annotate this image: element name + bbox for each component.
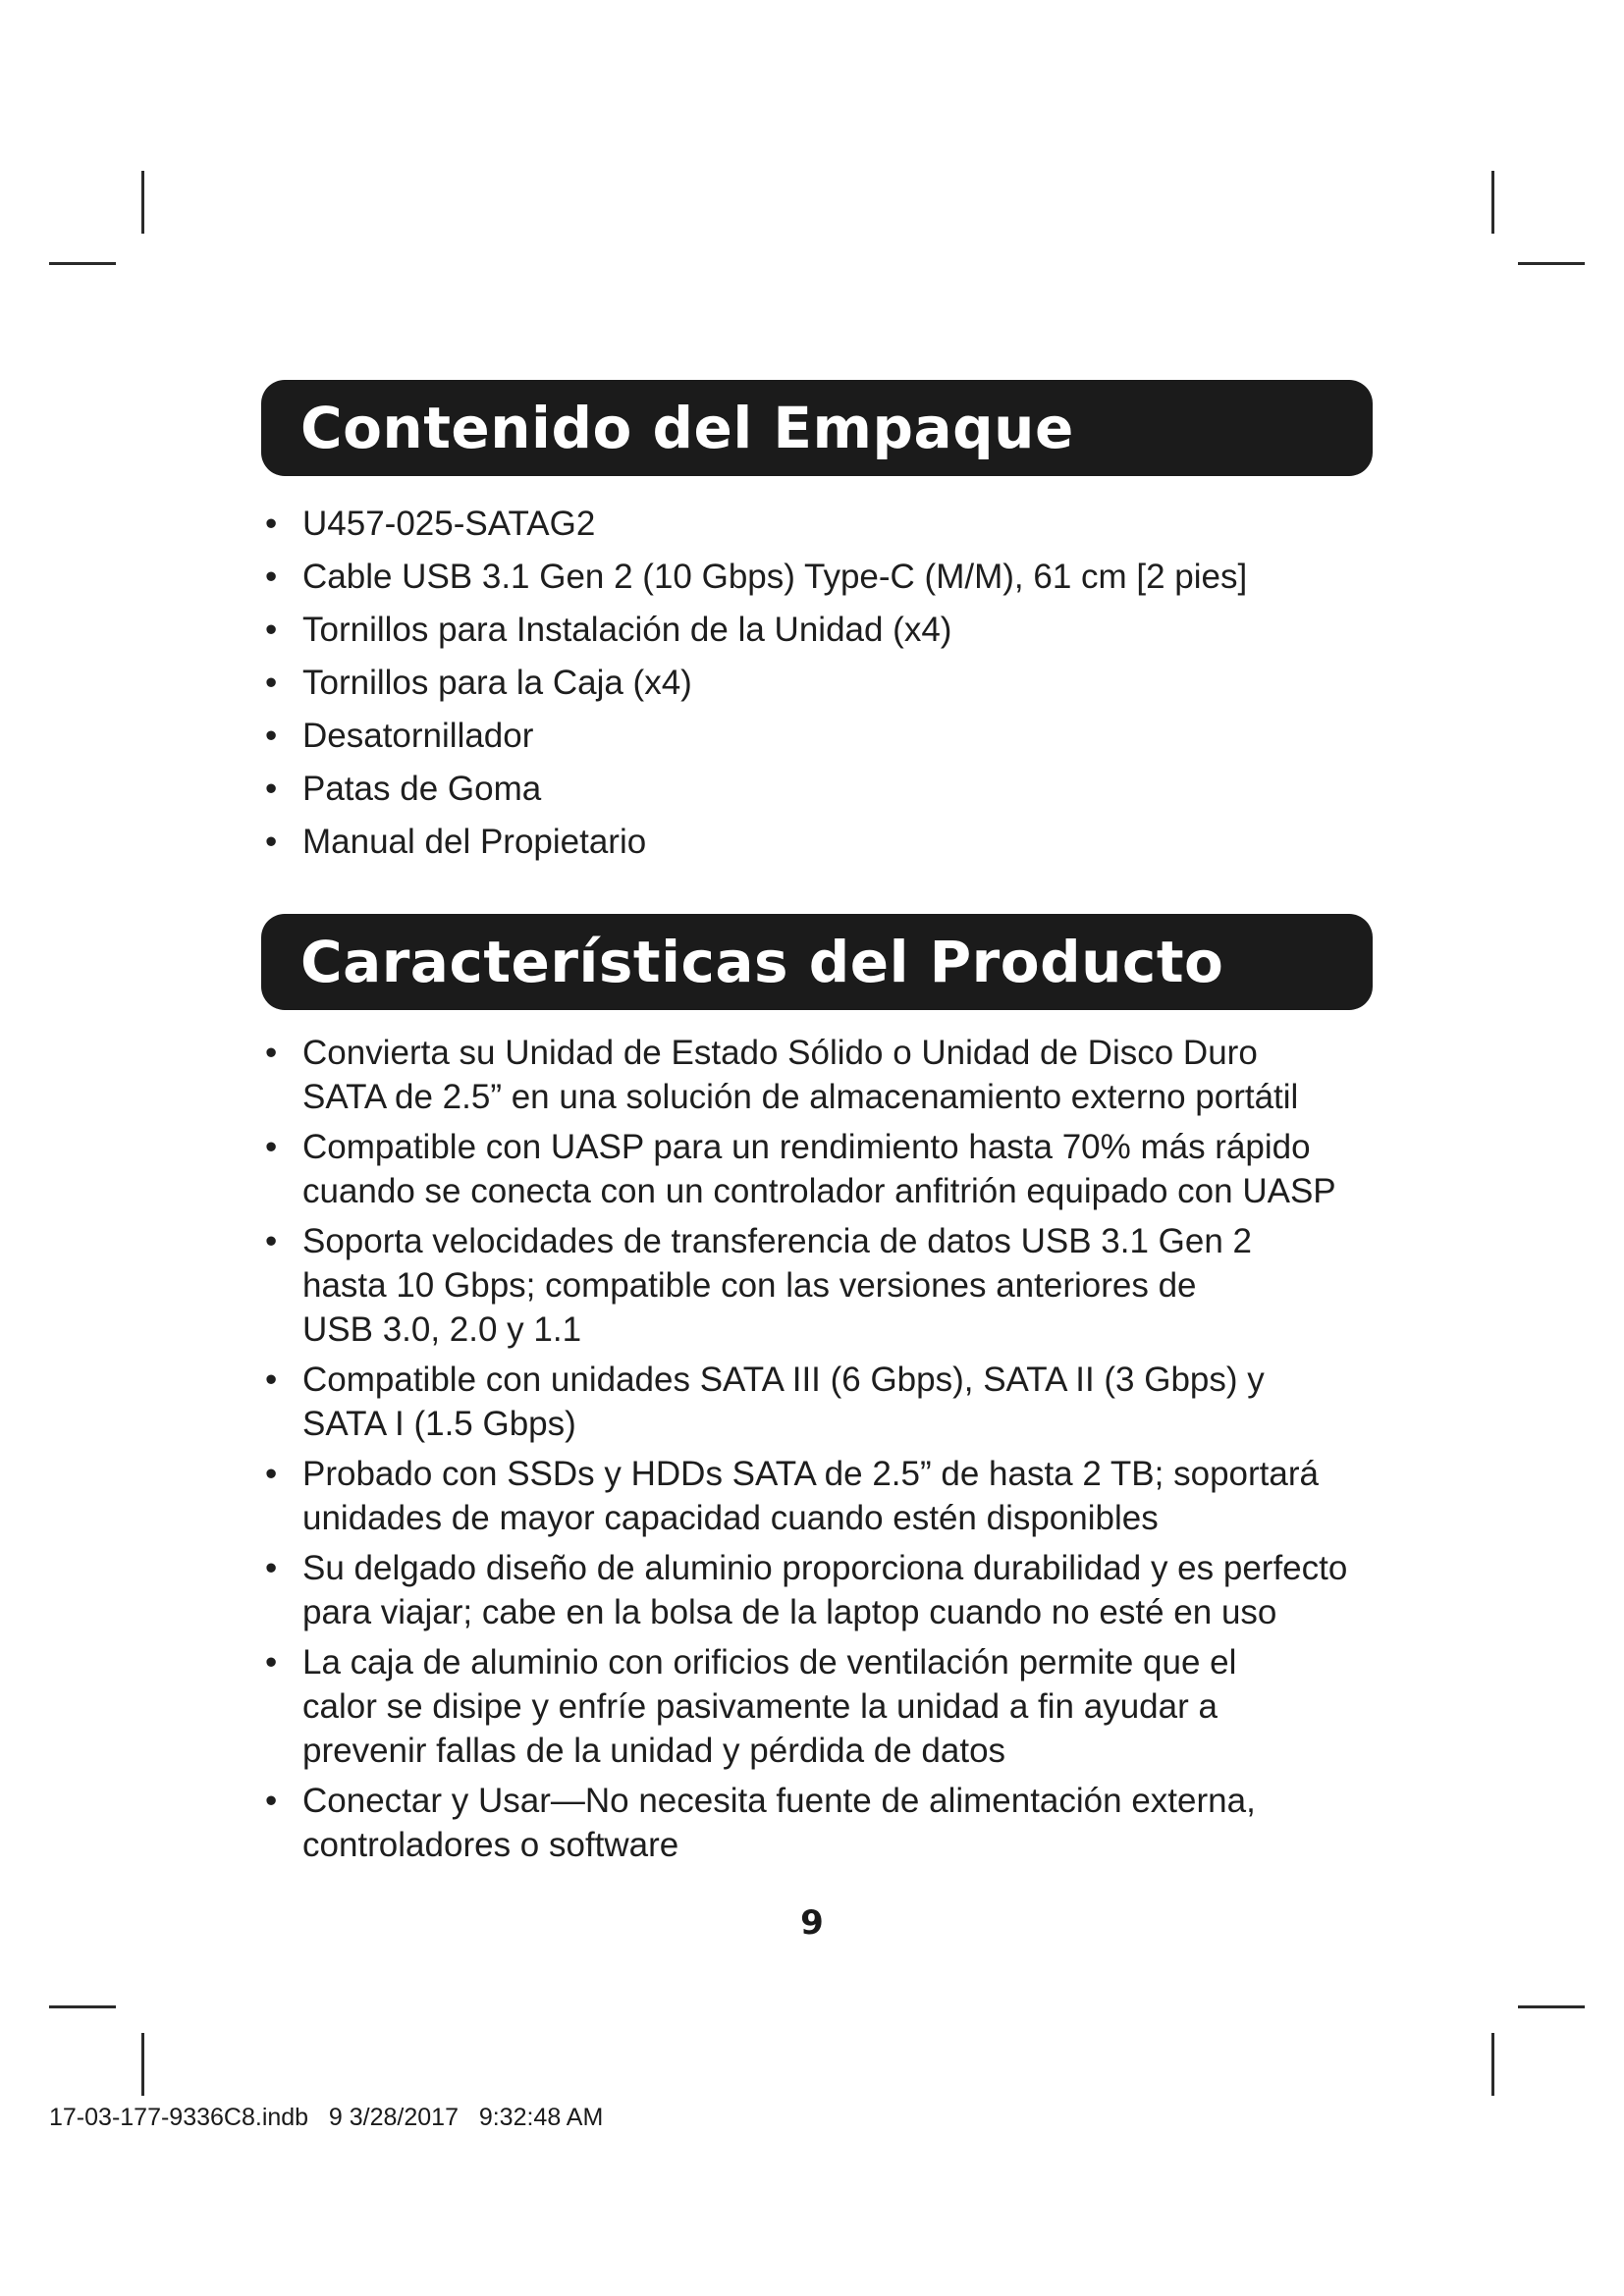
- feature-item-text: Compatible con UASP para un rendimiento hasta 70% más rápido: [302, 1128, 1311, 1166]
- bullet-icon: •: [265, 1549, 278, 1587]
- package-item: [261, 498, 1400, 551]
- crop-mark-bottom-right-vertical: [1491, 2033, 1494, 2096]
- print-slug: 17-03-177-9336C8.indb 9 3/28/2017 9:32:48 AM: [49, 2104, 604, 2131]
- package-contents-header: [261, 380, 1373, 476]
- feature-item: [261, 1779, 1400, 1867]
- package-item: [261, 816, 1400, 869]
- product-features-list: [261, 1031, 1400, 1873]
- bullet-icon: •: [265, 1034, 278, 1072]
- feature-item: [261, 1358, 1400, 1446]
- feature-item-text: Su delgado diseño de aluminio proporciona durabilidad y es perfecto: [302, 1549, 1348, 1587]
- bullet-icon: •: [265, 1643, 278, 1682]
- product-features-title: Características del Producto: [300, 929, 1224, 995]
- feature-item: [261, 1452, 1400, 1540]
- feature-item-text: La caja de aluminio con orificios de ventilación permite que el: [302, 1643, 1237, 1682]
- feature-item-text: cuando se conecta con un controlador anfitrión equipado con UASP: [302, 1172, 1336, 1210]
- crop-mark-bottom-right-horizontal: [1518, 2005, 1585, 2008]
- feature-item-text: Probado con SSDs y HDDs SATA de 2.5” de hasta 2 TB; soportará: [302, 1455, 1319, 1493]
- package-item: [261, 657, 1400, 710]
- feature-item-text: prevenir fallas de la unidad y pérdida de datos: [302, 1732, 1006, 1770]
- bullet-icon: •: [265, 1222, 278, 1260]
- feature-item-text: unidades de mayor capacidad cuando estén disponibles: [302, 1499, 1159, 1537]
- feature-item-text: para viajar; cabe en la bolsa de la laptop cuando no esté en uso: [302, 1593, 1277, 1631]
- product-features-header: [261, 914, 1373, 1010]
- bullet-icon: •: [265, 611, 278, 649]
- feature-item-text: SATA I (1.5 Gbps): [302, 1405, 576, 1443]
- package-contents-list: [261, 498, 1400, 869]
- feature-item: [261, 1546, 1400, 1634]
- package-item: [261, 763, 1400, 816]
- package-item: [261, 710, 1400, 763]
- feature-item-text: SATA de 2.5” en una solución de almacenamiento externo portátil: [302, 1078, 1299, 1116]
- package-item-text: U457-025-SATAG2: [302, 505, 596, 543]
- feature-item-text: Soporta velocidades de transferencia de datos USB 3.1 Gen 2: [302, 1222, 1252, 1260]
- package-item: [261, 604, 1400, 657]
- bullet-icon: •: [265, 505, 278, 543]
- feature-item: [261, 1031, 1400, 1119]
- feature-item-text: controladores o software: [302, 1826, 679, 1864]
- feature-item-text: Convierta su Unidad de Estado Sólido o Unidad de Disco Duro: [302, 1034, 1258, 1072]
- bullet-icon: •: [265, 664, 278, 702]
- package-item-text: Desatornillador: [302, 717, 534, 755]
- bullet-icon: •: [265, 558, 278, 596]
- crop-mark-top-right-vertical: [1491, 171, 1494, 234]
- crop-mark-top-left-vertical: [141, 171, 144, 234]
- bullet-icon: •: [265, 717, 278, 755]
- feature-item-text: USB 3.0, 2.0 y 1.1: [302, 1310, 582, 1349]
- bullet-icon: •: [265, 823, 278, 861]
- feature-item: [261, 1219, 1400, 1352]
- crop-mark-top-left-horizontal: [49, 262, 116, 265]
- crop-mark-bottom-left-horizontal: [49, 2005, 116, 2008]
- package-item-text: Manual del Propietario: [302, 823, 647, 861]
- feature-item-text: calor se disipe y enfríe pasivamente la unidad a fin ayudar a: [302, 1687, 1218, 1726]
- package-item: [261, 551, 1400, 604]
- page-number: 9: [800, 1903, 824, 1943]
- feature-item-text: Compatible con unidades SATA III (6 Gbps), SATA II (3 Gbps) y: [302, 1361, 1265, 1399]
- bullet-icon: •: [265, 1361, 278, 1399]
- bullet-icon: •: [265, 1128, 278, 1166]
- feature-item-text: Conectar y Usar—No necesita fuente de alimentación externa,: [302, 1782, 1256, 1820]
- package-contents-title: Contenido del Empaque: [300, 395, 1074, 461]
- bullet-icon: •: [265, 770, 278, 808]
- crop-mark-bottom-left-vertical: [141, 2033, 144, 2096]
- package-item-text: Patas de Goma: [302, 770, 542, 808]
- feature-item-text: hasta 10 Gbps; compatible con las versiones anteriores de: [302, 1266, 1197, 1305]
- bullet-icon: •: [265, 1782, 278, 1820]
- package-item-text: Tornillos para la Caja (x4): [302, 664, 692, 702]
- bullet-icon: •: [265, 1455, 278, 1493]
- feature-item: [261, 1125, 1400, 1213]
- package-item-text: Tornillos para Instalación de la Unidad (x4): [302, 611, 952, 649]
- package-item-text: Cable USB 3.1 Gen 2 (10 Gbps) Type-C (M/M), 61 cm [2 pies]: [302, 558, 1248, 596]
- crop-mark-top-right-horizontal: [1518, 262, 1585, 265]
- feature-item: [261, 1640, 1400, 1773]
